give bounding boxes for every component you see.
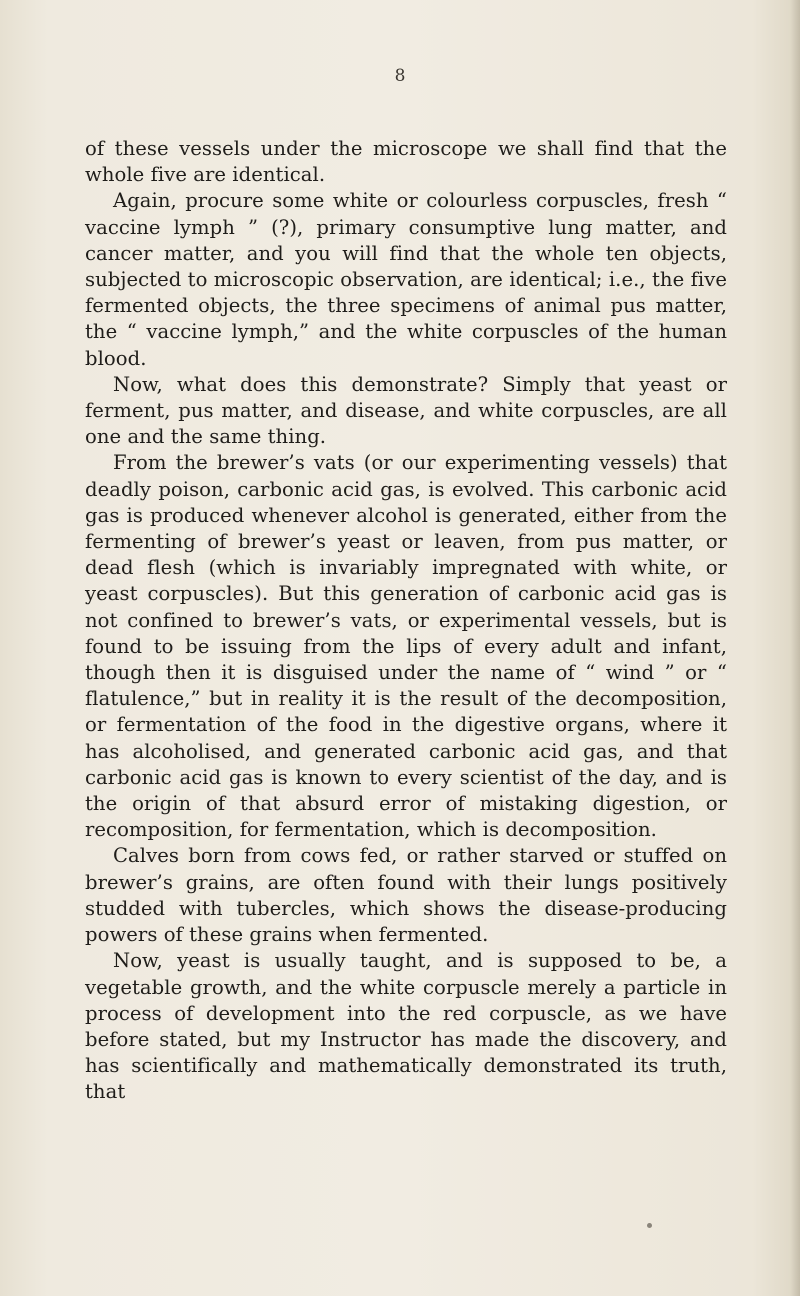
paragraph-5: Calves born from cows fed, or rather starved or stuffed on brewer’s grains, are often found with their lungs positively studded with tubercles, which shows the disease-producing powers of these grains when fermented. [85,844,727,947]
paragraph-3: Now, what does this demonstrate? Simply that yeast or ferment, pus matter, and disease, and white corpuscles, are all one and the same thing. [85,372,727,449]
paragraph-4: From the brewer’s vats (or our experimenting vessels) that deadly poison, carbonic acid gas, is evolved. This carbonic acid gas is produced whenever alcohol is generated, either from the fermenting of brewer’s yeast or leaven, from pus matter, or dead flesh (which is invariably impregnated with white, or yeast corpuscles). But this generation of carbonic acid gas is not confined to brewer’s vats, or experimental vessels, but is found to be issuing from the lips of every adult and infant, though then it is disguised under the name of “ wind ” or “ flatulence,” but in reality it is the result of the decomposition, or fermentation of the food in the digestive organs, where it has alcoholised, and generated carbonic acid gas, and that carbonic acid gas is known to every scientist of the day, and is the origin of that absurd error of mistaking digestion, or recomposition, for fermentation, which is decomposition. [85,451,727,842]
paragraph-6: Now, yeast is usually taught, and is supposed to be, a vegetable growth, and the white corpuscle merely a particle in process of development into the red corpuscle, as we have before stated, but my Instructor has made the discovery, and has scientifically and mathematically demonstrated its truth, that [85,949,727,1104]
page-number: 8 [394,66,406,86]
paragraph-1: of these vessels under the microscope we shall find that the whole five are identical. [85,137,727,187]
body-text [85,136,727,1106]
page-edge-shadow [790,0,800,1296]
paragraph-2: Again, procure some white or colourless corpuscles, fresh “ vaccine lymph ” (?), primary consumptive lung matter, and cancer matter, and you will find that the whole ten objects, subjected to microscopic observation, are identical; i.e., the five fermented objects, the three specimens of animal pus matter, the “ vaccine lymph,” and the white corpuscles of the human blood. [85,189,727,370]
ink-speck [647,1223,652,1228]
